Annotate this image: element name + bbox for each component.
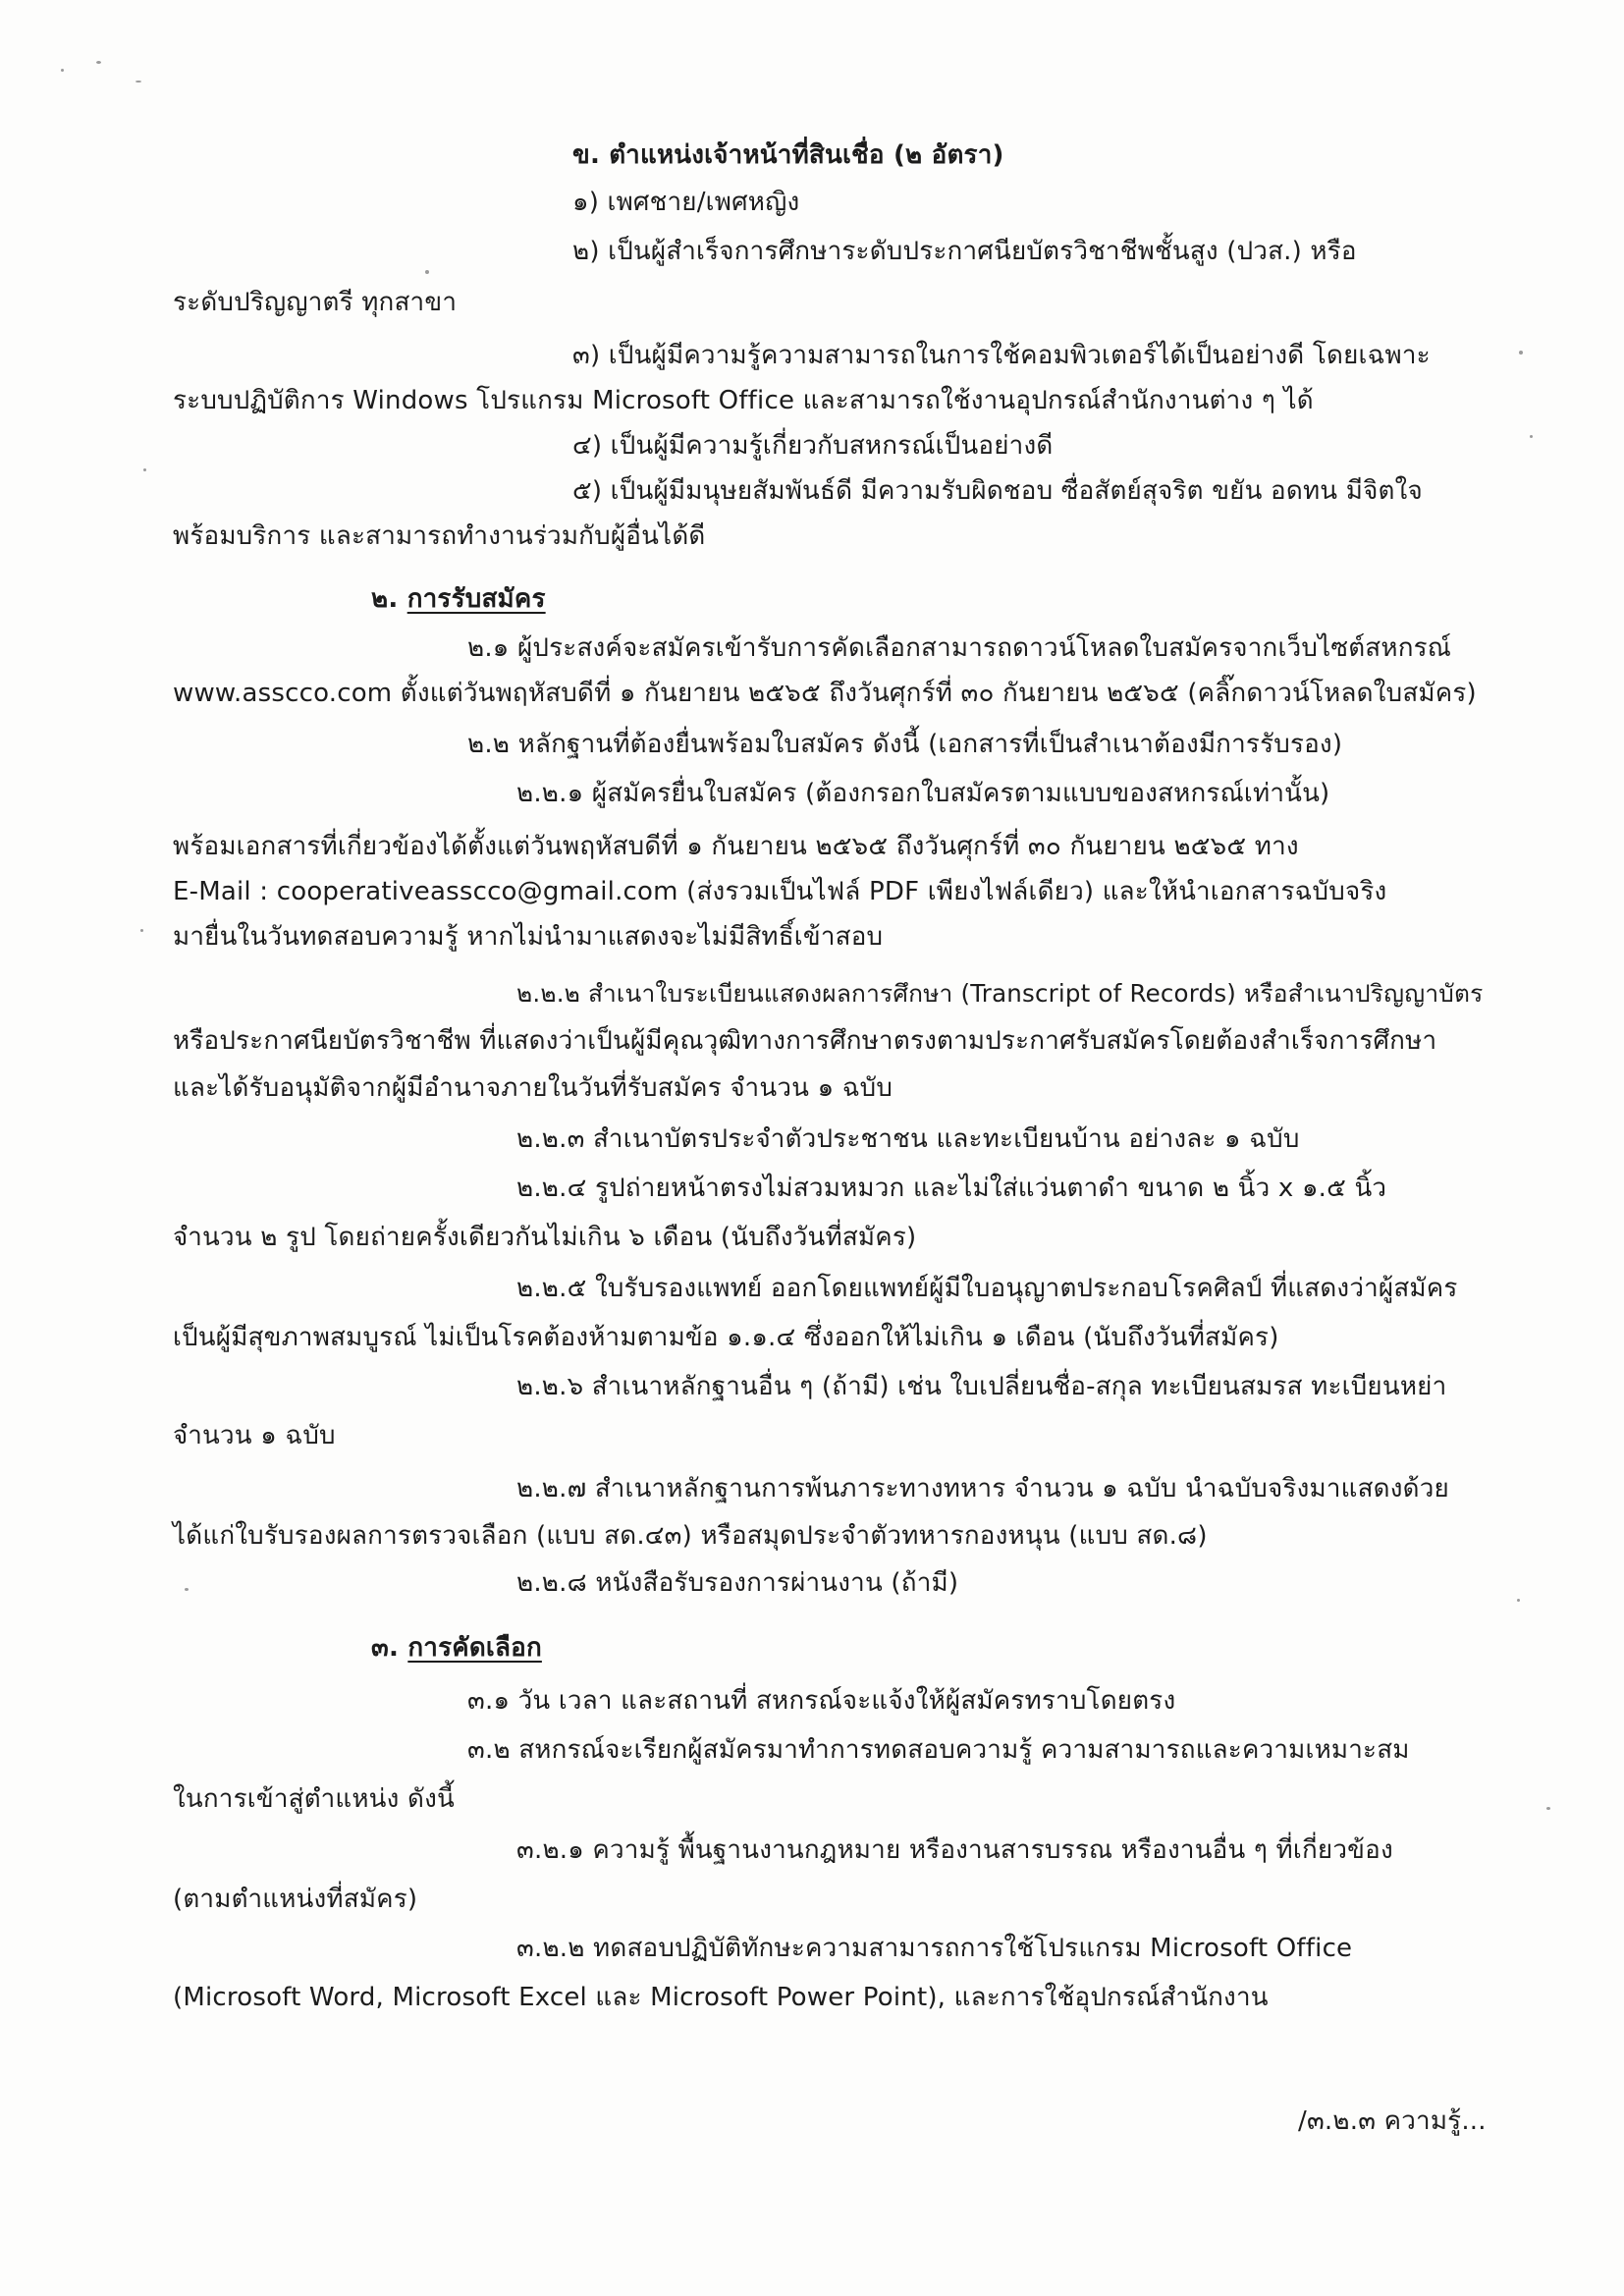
position-heading: ข. ตำแหน่งเจ้าหน้าที่สินเชื่อ (๒ อัตรา) bbox=[572, 140, 1004, 170]
page-continuation: /๓.๒.๓ ความรู้... bbox=[1298, 2106, 1487, 2136]
qualification-3-cont: ระบบปฏิบัติการ Windows โปรแกรม Microsoft Office และสามารถใช้งานอุปกรณ์สำนักงานต่าง ๆ ได้ bbox=[173, 386, 1314, 415]
scan-speck bbox=[185, 1588, 189, 1591]
section-3-heading bbox=[371, 1626, 542, 1669]
scan-speck bbox=[1517, 1599, 1520, 1602]
section-2-number: ๒. bbox=[371, 584, 399, 614]
item-3-2-1: ๓.๒.๑ ความรู้ พื้นฐานงานกฎหมาย หรืองานสารบรรณ หรืองานอื่น ๆ ที่เกี่ยวข้อง bbox=[516, 1835, 1393, 1865]
item-2-2-2: ๒.๒.๒ สำเนาใบระเบียนแสดงผลการศึกษา (Transcript of Records) หรือสำเนาปริญญาบัตร bbox=[516, 979, 1484, 1008]
item-2-2-7: ๒.๒.๗ สำเนาหลักฐานการพ้นภาระทางทหาร จำนวน ๑ ฉบับ นำฉบับจริงมาแสดงด้วย bbox=[516, 1474, 1449, 1503]
scan-speck bbox=[1519, 351, 1523, 355]
scan-speck bbox=[140, 929, 143, 932]
item-2-2-4-cont: จำนวน ๒ รูป โดยถ่ายครั้งเดียวกันไม่เกิน ๖ เดือน (นับถึงวันที่สมัคร) bbox=[173, 1223, 917, 1252]
item-2-2-1: ๒.๒.๑ ผู้สมัครยื่นใบสมัคร (ต้องกรอกใบสมัครตามแบบของสหกรณ์เท่านั้น) bbox=[516, 779, 1330, 808]
item-3-2: ๓.๒ สหกรณ์จะเรียกผู้สมัครมาทำการทดสอบความรู้ ความสามารถและความเหมาะสม bbox=[467, 1735, 1410, 1765]
section-2-title: การรับสมัคร bbox=[406, 584, 546, 614]
scan-speck bbox=[96, 61, 101, 64]
item-2-2-1-cont-2: E-Mail : cooperativeasscco@gmail.com (ส่งรวมเป็นไฟล์ PDF เพียงไฟล์เดียว) และให้นำเอกสารฉบับจริง bbox=[173, 877, 1387, 906]
qualification-5: ๕) เป็นผู้มีมนุษยสัมพันธ์ดี มีความรับผิดชอบ ซื่อสัตย์สุจริต ขยัน อดทน มีจิตใจ bbox=[572, 476, 1423, 506]
qualification-2-cont: ระดับปริญญาตรี ทุกสาขา bbox=[173, 288, 458, 317]
item-2-2-3: ๒.๒.๓ สำเนาบัตรประจำตัวประชาชน และทะเบียนบ้าน อย่างละ ๑ ฉบับ bbox=[516, 1124, 1300, 1154]
item-2-2-1-cont-1: พร้อมเอกสารที่เกี่ยวข้องได้ตั้งแต่วันพฤหัสบดีที่ ๑ กันยายน ๒๕๖๕ ถึงวันศุกร์ที่ ๓๐ กันยายน ๒๕๖๕ ทาง bbox=[173, 832, 1299, 861]
scan-speck bbox=[61, 69, 64, 72]
qualification-3: ๓) เป็นผู้มีความรู้ความสามารถในการใช้คอมพิวเตอร์ได้เป็นอย่างดี โดยเฉพาะ bbox=[572, 341, 1431, 370]
qualification-2: ๒) เป็นผู้สำเร็จการศึกษาระดับประกาศนียบัตรวิชาชีพชั้นสูง (ปวส.) หรือ bbox=[572, 237, 1357, 266]
qualification-1: ๑) เพศชาย/เพศหญิง bbox=[572, 188, 800, 217]
scan-speck bbox=[1546, 1807, 1550, 1810]
item-2-2: ๒.๒ หลักฐานที่ต้องยื่นพร้อมใบสมัคร ดังนี้ (เอกสารที่เป็นสำเนาต้องมีการรับรอง) bbox=[467, 730, 1343, 759]
qualification-5-cont: พร้อมบริการ และสามารถทำงานร่วมกับผู้อื่นได้ดี bbox=[173, 521, 706, 551]
scan-speck bbox=[1530, 435, 1533, 438]
item-2-2-7-cont: ได้แก่ใบรับรองผลการตรวจเลือก (แบบ สด.๔๓) หรือสมุดประจำตัวทหารกองหนุน (แบบ สด.๘) bbox=[173, 1521, 1208, 1551]
item-3-2-2: ๓.๒.๒ ทดสอบปฏิบัติทักษะความสามารถการใช้โปรแกรม Microsoft Office bbox=[516, 1934, 1353, 1963]
item-3-2-cont: ในการเข้าสู่ตำแหน่ง ดังนี้ bbox=[173, 1784, 455, 1814]
item-3-2-1-cont: (ตามตำแหน่งที่สมัคร) bbox=[173, 1885, 418, 1914]
item-2-2-6-cont: จำนวน ๑ ฉบับ bbox=[173, 1421, 336, 1450]
item-2-2-5: ๒.๒.๕ ใบรับรองแพทย์ ออกโดยแพทย์ผู้มีใบอนุญาตประกอบโรคศิลป์ ที่แสดงว่าผู้สมัคร bbox=[516, 1274, 1458, 1303]
item-2-1: ๒.๑ ผู้ประสงค์จะสมัครเข้ารับการคัดเลือกสามารถดาวน์โหลดใบสมัครจากเว็บไซต์สหกรณ์ bbox=[467, 633, 1452, 663]
item-2-2-2-cont-2: และได้รับอนุมัติจากผู้มีอำนาจภายในวันที่รับสมัคร จำนวน ๑ ฉบับ bbox=[173, 1073, 893, 1103]
item-2-2-6: ๒.๒.๖ สำเนาหลักฐานอื่น ๆ (ถ้ามี) เช่น ใบเปลี่ยนชื่อ-สกุล ทะเบียนสมรส ทะเบียนหย่า bbox=[516, 1372, 1447, 1401]
scan-speck bbox=[135, 81, 141, 82]
item-2-2-4: ๒.๒.๔ รูปถ่ายหน้าตรงไม่สวมหมวก และไม่ใส่แว่นตาดำ ขนาด ๒ นิ้ว x ๑.๕ นิ้ว bbox=[516, 1174, 1387, 1203]
item-2-2-2-cont-1: หรือประกาศนียบัตรวิชาชีพ ที่แสดงว่าเป็นผู้มีคุณวุฒิทางการศึกษาตรงตามประกาศรับสมัครโดยต้องสำเร็จการศึกษา bbox=[173, 1026, 1437, 1056]
item-2-2-1-cont-3: มายื่นในวันทดสอบความรู้ หากไม่นำมาแสดงจะไม่มีสิทธิ์เข้าสอบ bbox=[173, 922, 884, 952]
section-3-title: การคัดเลือก bbox=[407, 1633, 542, 1663]
item-2-2-8: ๒.๒.๘ หนังสือรับรองการผ่านงาน (ถ้ามี) bbox=[516, 1568, 959, 1598]
item-3-2-2-cont: (Microsoft Word, Microsoft Excel และ Microsoft Power Point), และการใช้อุปกรณ์สำนักงาน bbox=[173, 1983, 1269, 2012]
item-2-1-cont: www.asscco.com ตั้งแต่วันพฤหัสบดีที่ ๑ กันยายน ๒๕๖๕ ถึงวันศุกร์ที่ ๓๐ กันยายน ๒๕๖๕ (คลิ๊กดาวน์โหลดใบสมัคร) bbox=[173, 679, 1477, 708]
qualification-4: ๔) เป็นผู้มีความรู้เกี่ยวกับสหกรณ์เป็นอย่างดี bbox=[572, 431, 1054, 461]
section-3-number: ๓. bbox=[371, 1633, 400, 1663]
section-2-heading bbox=[371, 577, 546, 621]
item-2-2-5-cont: เป็นผู้มีสุขภาพสมบูรณ์ ไม่เป็นโรคต้องห้ามตามข้อ ๑.๑.๔ ซึ่งออกให้ไม่เกิน ๑ เดือน (นับถึงวันที่สมัคร) bbox=[173, 1323, 1279, 1352]
scan-speck bbox=[143, 468, 146, 471]
scan-speck bbox=[425, 270, 429, 274]
item-3-1: ๓.๑ วัน เวลา และสถานที่ สหกรณ์จะแจ้งให้ผู้สมัครทราบโดยตรง bbox=[467, 1686, 1176, 1716]
